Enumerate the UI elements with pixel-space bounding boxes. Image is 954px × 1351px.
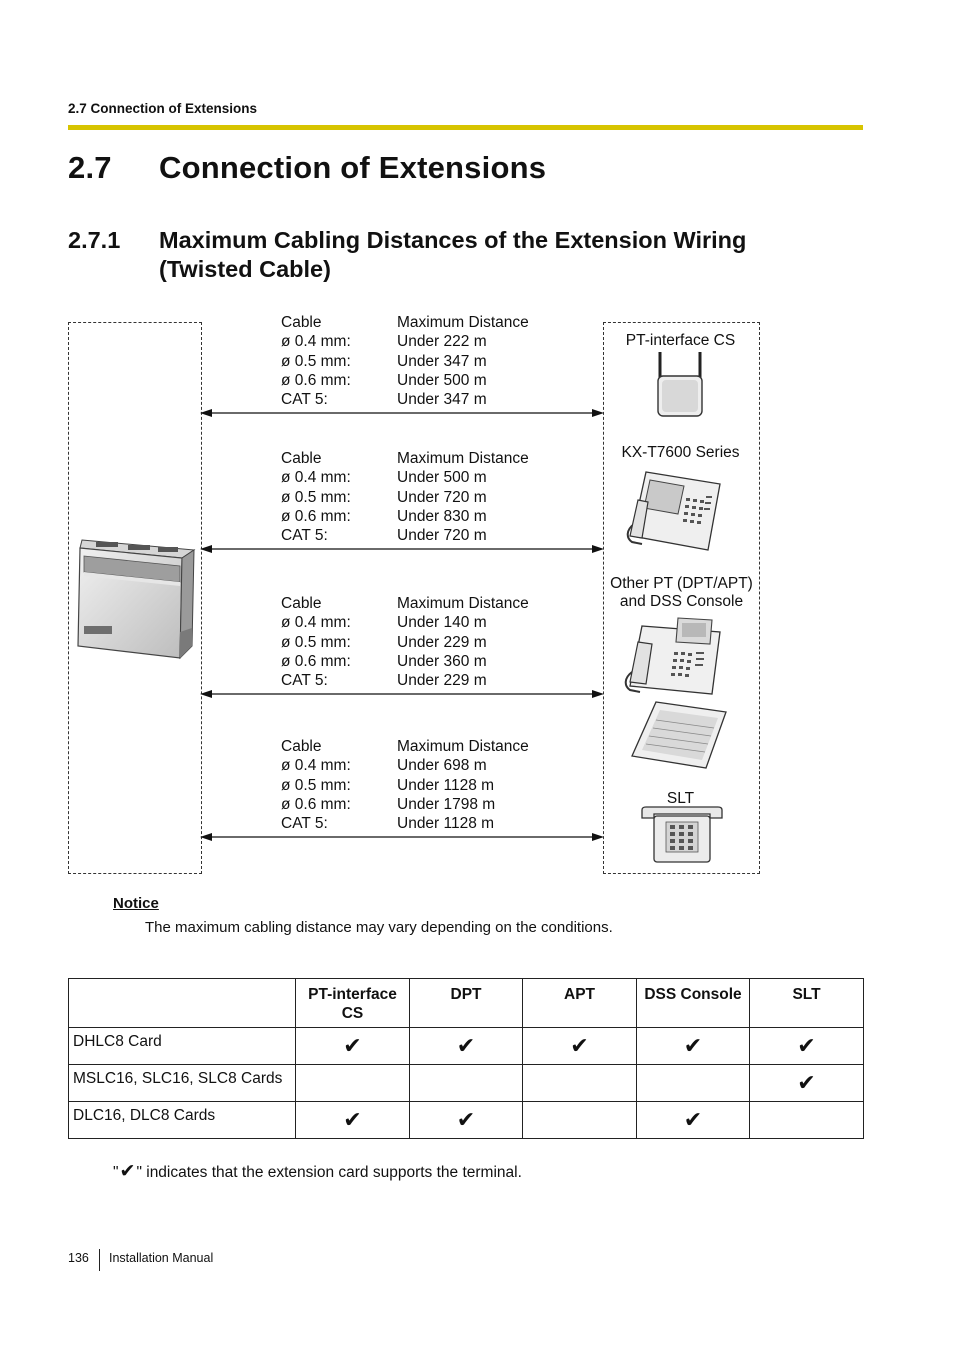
support-check: ✔	[523, 1028, 637, 1065]
max-distance: Under 347 m	[397, 391, 487, 409]
support-check: ✔	[750, 1028, 864, 1065]
table-row	[69, 1065, 864, 1102]
max-distance: Under 500 m	[397, 371, 487, 389]
support-check	[523, 1065, 637, 1102]
max-distance: Under 1128 m	[397, 815, 495, 833]
col-cable-header: Cable	[281, 738, 322, 755]
proprietary-telephone-icon	[624, 466, 728, 558]
table-row	[69, 1102, 864, 1139]
cable-type: ø 0.4 mm:	[281, 757, 351, 775]
device-label-slt: SLT	[666, 790, 695, 807]
checkmark-legend: "✔" indicates that the extension card supports the terminal.	[113, 1161, 522, 1182]
cable-type: ø 0.4 mm:	[281, 614, 351, 632]
max-distance: Under 720 m	[397, 527, 487, 545]
extension-card-support-table	[68, 978, 864, 1139]
checkmark-icon: ✔	[119, 1161, 136, 1182]
header-dss-console: DSS Console	[637, 979, 750, 1028]
support-check	[523, 1102, 637, 1139]
subsection-title-line-2: (Twisted Cable)	[159, 256, 331, 282]
cable-type: ø 0.6 mm:	[281, 507, 351, 525]
device-label-other-pt-line-1: Other PT (DPT/APT)	[610, 575, 753, 592]
cable-type: ø 0.6 mm:	[281, 795, 351, 813]
cable-type: ø 0.6 mm:	[281, 371, 351, 389]
col-distance-header: Maximum Distance	[397, 314, 529, 331]
support-check	[296, 1065, 410, 1102]
support-check	[410, 1065, 523, 1102]
row-label: DHLC8 Card	[69, 1028, 296, 1065]
notice-text: The maximum cabling distance may vary depending on the conditions.	[145, 919, 613, 936]
cable-type: ø 0.4 mm:	[281, 469, 351, 487]
support-check: ✔	[296, 1028, 410, 1065]
max-distance: Under 698 m	[397, 757, 487, 775]
table-header-row	[69, 979, 864, 1028]
header-rule	[68, 125, 863, 130]
notice-title: Notice	[113, 895, 159, 912]
cable-type: ø 0.4 mm:	[281, 333, 351, 351]
max-distance: Under 222 m	[397, 333, 487, 351]
max-distance: Under 830 m	[397, 507, 487, 525]
max-distance: Under 1128 m	[397, 776, 495, 794]
header-pt-interface-cs: PT-interface CS	[296, 979, 410, 1028]
header-apt: APT	[523, 979, 637, 1028]
subsection-title-line-1: Maximum Cabling Distances of the Extension Wiring	[159, 227, 747, 253]
single-line-telephone-icon	[640, 806, 724, 864]
device-label-other-pt-line-2: and DSS Console	[619, 593, 744, 610]
cable-type: CAT 5:	[281, 672, 328, 690]
device-label-pt-cs: PT-interface CS	[625, 332, 736, 349]
cable-type: ø 0.5 mm:	[281, 488, 351, 506]
cable-type: ø 0.5 mm:	[281, 352, 351, 370]
support-check	[750, 1102, 864, 1139]
col-distance-header: Maximum Distance	[397, 595, 529, 612]
max-distance: Under 720 m	[397, 488, 487, 506]
support-check: ✔	[296, 1102, 410, 1139]
section-number: 2.7	[68, 150, 112, 185]
spec-block-kx-t7600	[281, 449, 581, 545]
col-distance-header: Maximum Distance	[397, 450, 529, 467]
max-distance: Under 229 m	[397, 633, 487, 651]
row-label: MSLC16, SLC16, SLC8 Cards	[69, 1065, 296, 1102]
header-slt: SLT	[750, 979, 864, 1028]
device-label-kx-t7600: KX-T7600 Series	[621, 444, 740, 461]
header-dpt: DPT	[410, 979, 523, 1028]
spec-block-other-pt	[281, 594, 581, 690]
cable-type: CAT 5:	[281, 391, 328, 409]
device-label-other-pt	[603, 575, 760, 611]
max-distance: Under 500 m	[397, 469, 487, 487]
cable-type: ø 0.5 mm:	[281, 776, 351, 794]
page-number: 136	[68, 1251, 89, 1265]
support-check: ✔	[410, 1102, 523, 1139]
col-cable-header: Cable	[281, 314, 322, 331]
subsection-title	[159, 226, 746, 284]
support-check: ✔	[410, 1028, 523, 1065]
dss-console-icon	[628, 698, 732, 770]
digital-telephone-icon	[622, 614, 726, 698]
max-distance: Under 347 m	[397, 352, 487, 370]
cable-type: CAT 5:	[281, 527, 328, 545]
col-distance-header: Maximum Distance	[397, 738, 529, 755]
footer-doc-title: Installation Manual	[109, 1251, 214, 1265]
max-distance: Under 140 m	[397, 614, 487, 632]
max-distance: Under 1798 m	[397, 795, 496, 813]
cable-type: CAT 5:	[281, 815, 328, 833]
max-distance: Under 229 m	[397, 672, 487, 690]
spec-block-pt-cs	[281, 313, 581, 409]
footer-divider	[99, 1249, 100, 1271]
support-check: ✔	[637, 1028, 750, 1065]
pbx-unit-icon	[76, 536, 198, 660]
col-cable-header: Cable	[281, 595, 322, 612]
cable-type: ø 0.5 mm:	[281, 633, 351, 651]
cable-type: ø 0.6 mm:	[281, 652, 351, 670]
subsection-number: 2.7.1	[68, 227, 121, 253]
header-blank	[69, 979, 296, 1028]
table-row	[69, 1028, 864, 1065]
row-label: DLC16, DLC8 Cards	[69, 1102, 296, 1139]
support-check: ✔	[750, 1065, 864, 1102]
col-cable-header: Cable	[281, 450, 322, 467]
support-check: ✔	[637, 1102, 750, 1139]
running-head: 2.7 Connection of Extensions	[68, 101, 258, 116]
support-check	[637, 1065, 750, 1102]
spec-block-slt	[281, 737, 581, 833]
cell-station-icon	[652, 350, 708, 418]
max-distance: Under 360 m	[397, 652, 487, 670]
section-title: Connection of Extensions	[159, 150, 547, 185]
